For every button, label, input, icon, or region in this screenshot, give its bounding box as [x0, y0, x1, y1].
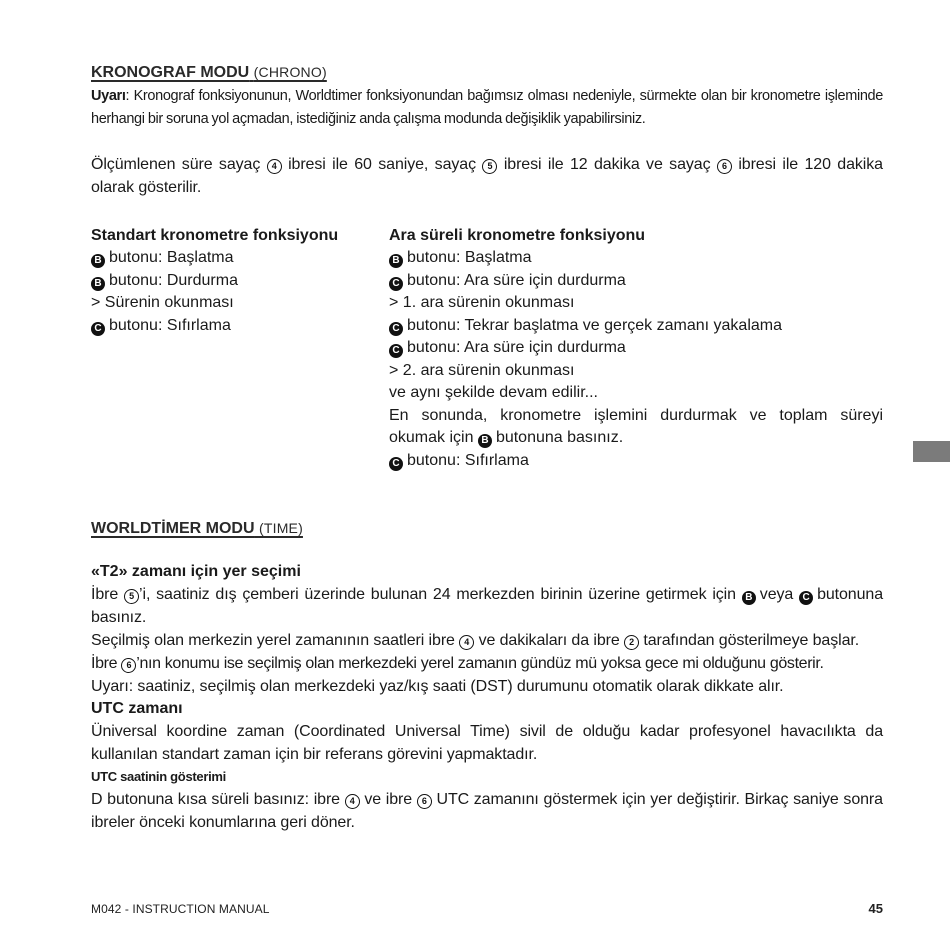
button-c-icon: C	[389, 344, 403, 358]
utc-heading: UTC zamanı	[91, 700, 183, 717]
split-chrono-column	[389, 225, 883, 472]
t2-dst-warning: Uyarı: saatiniz, seçilmiş olan merkezdeki yaz/kış saati (DST) durumunu otomatik olarak dikkate alır.	[91, 678, 784, 695]
standard-chrono-heading: Standart kronometre fonksiyonu	[91, 227, 339, 244]
hand-6-icon: 6	[417, 794, 432, 809]
list-item: B butonu: Başlatma	[389, 247, 883, 270]
utc-paragraph: Üniversal koordine zaman (Coordinated Universal Time) sivil de olduğu kadar profesyonel havacılıkta da kullanılan standart zaman için bir referans görevini yapmaktadır.	[91, 723, 883, 763]
hand-4-icon: 4	[459, 635, 474, 650]
warning-text: : Kronograf fonksiyonunun, Worldtimer fonksiyonundan bağımsız olması nedeniyle, sürmekte olan bir kronometre işleminde herhangi bir soruna yol açmadan, istediğiniz anda çalışma modunda değişiklik yapabilirsiniz.	[91, 88, 883, 127]
list-item: B butonu: Durdurma	[91, 270, 389, 293]
button-b-icon: B	[91, 254, 105, 268]
hand-4-icon: 4	[267, 159, 282, 174]
list-item: C butonu: Tekrar başlatma ve gerçek zamanı yakalama	[389, 315, 883, 338]
button-c-icon: C	[389, 277, 403, 291]
hand-6-icon: 6	[717, 159, 732, 174]
list-item: > Sürenin okunması	[91, 294, 234, 311]
t2-heading: «T2» zamanı için yer seçimi	[91, 563, 301, 580]
t2-paragraph-1: İbre 5 ’i, saatiniz dış çemberi üzerinde bulunan 24 merkezden birinin üzerine getirmek için B veya C butonuna basınız.	[91, 586, 883, 626]
hand-2-icon: 2	[624, 635, 639, 650]
list-item: En sonunda, kronometre işlemini durdurmak ve toplam süreyi okumak için B butonuna basınız.	[389, 406, 883, 446]
chrono-title-sub: (CHRONO)	[253, 64, 327, 80]
standard-chrono-column	[91, 225, 389, 472]
split-chrono-heading: Ara süreli kronometre fonksiyonu	[389, 227, 646, 244]
section-tab-marker	[913, 441, 950, 462]
list-item: C butonu: Sıfırlama	[91, 315, 389, 338]
page-number: 45	[868, 901, 883, 916]
warning-label: Uyarı	[91, 88, 126, 104]
button-c-icon: C	[91, 322, 105, 336]
chrono-section-title: KRONOGRAF MODU (CHRONO)	[91, 64, 327, 81]
list-item: C butonu: Ara süre için durdurma	[389, 270, 883, 293]
utc-display-paragraph: D butonuna kısa süreli basınız: ibre 4 ve ibre 6 UTC zamanını göstermek için yer değiştirir. Birkaç saniye sonra ibreler önceki konumlarına geri döner.	[91, 791, 883, 831]
chrono-measure-paragraph: Ölçümlenen süre sayaç 4 ibresi ile 60 saniye, sayaç 5 ibresi ile 12 dakika ve sayaç 6 ibresi ile 120 dakika olarak gösterilir.	[91, 156, 883, 196]
list-item: ve aynı şekilde devam edilir...	[389, 384, 598, 401]
list-item: > 1. ara sürenin okunması	[389, 294, 575, 311]
list-item: B butonu: Başlatma	[91, 247, 389, 270]
button-b-icon: B	[742, 591, 756, 605]
utc-display-heading: UTC saatinin gösterimi	[91, 769, 226, 784]
hand-5-icon: 5	[124, 589, 139, 604]
hand-6-icon: 6	[121, 658, 136, 673]
button-b-icon: B	[91, 277, 105, 291]
t2-paragraph-2: Seçilmiş olan merkezin yerel zamanının saatleri ibre 4 ve dakikaları da ibre 2 tarafından gösterilmeye başlar.	[91, 632, 860, 649]
worldtimer-section-title: WORLDTİMER MODU (TIME)	[91, 520, 303, 537]
list-item: C butonu: Sıfırlama	[389, 450, 883, 473]
page-content	[91, 62, 883, 834]
footer-manual-title: M042 - INSTRUCTION MANUAL	[91, 902, 270, 916]
button-b-icon: B	[389, 254, 403, 268]
worldtimer-title-sub: (TIME)	[258, 520, 303, 536]
button-b-icon: B	[478, 434, 492, 448]
list-item: > 2. ara sürenin okunması	[389, 361, 575, 379]
button-c-icon: C	[799, 591, 813, 605]
hand-5-icon: 5	[482, 159, 497, 174]
button-c-icon: C	[389, 457, 403, 471]
hand-4-icon: 4	[345, 794, 360, 809]
chrono-functions	[91, 225, 883, 472]
button-c-icon: C	[389, 322, 403, 336]
chrono-warning	[91, 85, 883, 131]
list-item: C butonu: Ara süre için durdurma	[389, 337, 883, 360]
t2-paragraph-3: İbre 6 ’nın konumu ise seçilmiş olan merkezdeki yerel zamanın gündüz mü yoksa gece mi olduğunu gösterir.	[91, 655, 824, 672]
